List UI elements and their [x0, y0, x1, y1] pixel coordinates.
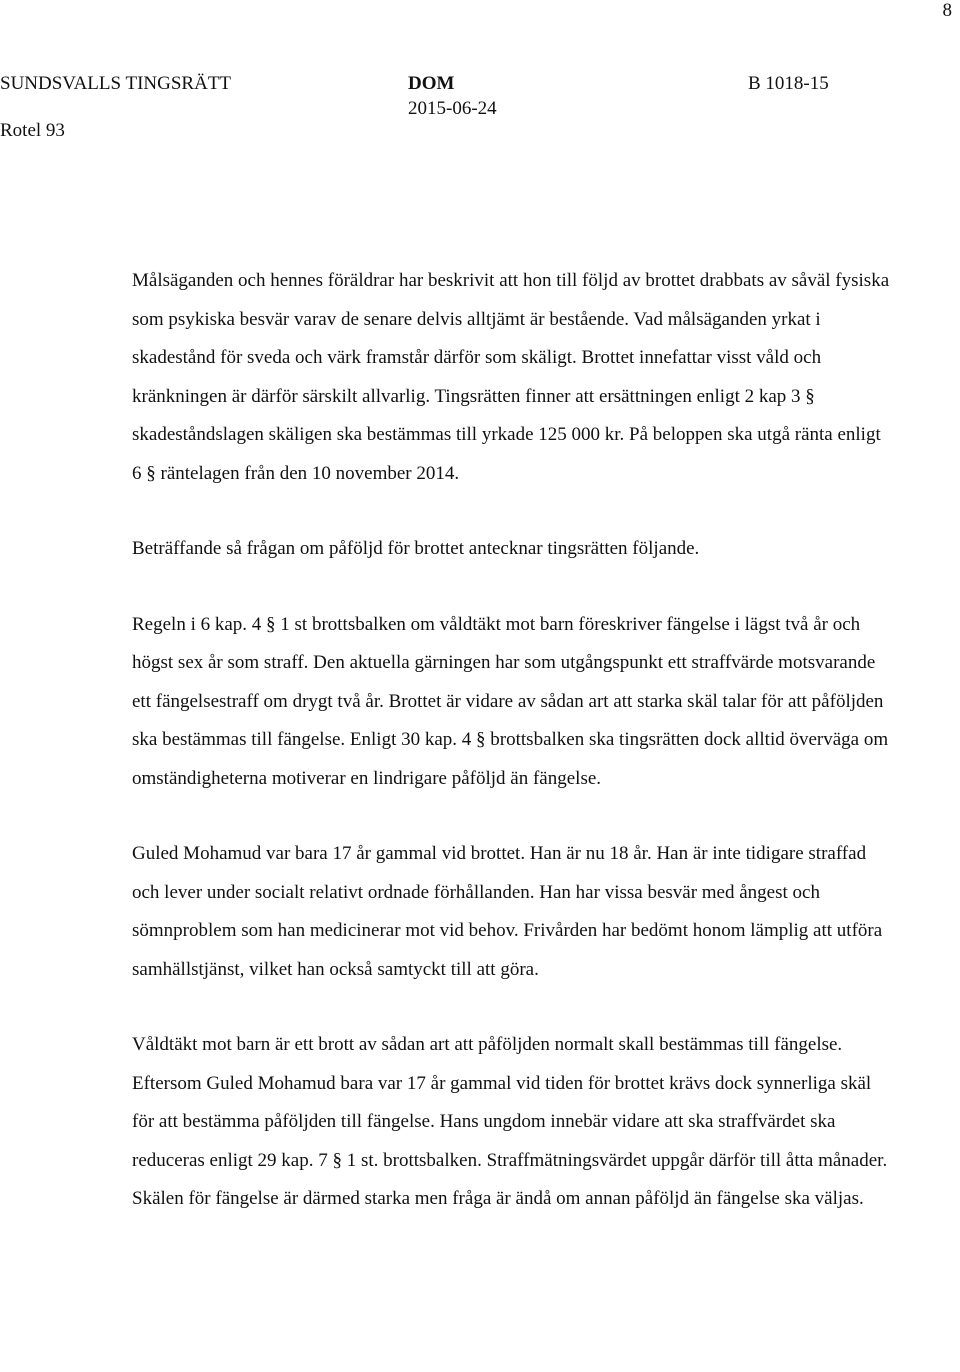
document-body [132, 262, 892, 1256]
paragraph-statute: Regeln i 6 kap. 4 § 1 st brottsbalken om våldtäkt mot barn föreskriver fängelse i lägst två år och högst sex år som straff. Den aktuella gärningen har som utgångspunkt ett straffvärde motsvarande ett fängelsestraff om drygt två år. Brottet är vidare av sådan art att starka skäl talar för att påföljden ska bestämmas till fängelse. Enligt 30 kap. 4 § brottsbalken ska tingsrätten dock alltid överväga om omständigheterna motiverar en lindrigare påföljd än fängelse. [132, 613, 889, 789]
court-name: SUNDSVALLS TINGSRÄTT [0, 73, 232, 94]
document-date: 2015-06-24 [408, 98, 497, 119]
document-type: DOM [408, 73, 455, 94]
case-number: B 1018-15 [748, 73, 829, 94]
paragraph-personal-circumstances: Guled Mohamud var bara 17 år gammal vid brottet. Han är nu 18 år. Han är inte tidigare straffad och lever under socialt relativt ordnade förhållanden. Han har vissa besvär med ångest och sömnproblem som han medicinerar mot vid behov. Frivården har bedömt honom lämplig att utföra samhällstjänst, vilket han också samtyckt till att göra. [132, 843, 883, 980]
court-division: Rotel 93 [0, 120, 65, 141]
paragraph-sanction-intro: Beträffande så frågan om påföljd för brottet antecknar tingsrätten följande. [132, 538, 700, 559]
paragraph-damages: Målsäganden och hennes föräldrar har beskrivit att hon till följd av brottet drabbats av såväl fysiska som psykiska besvär varav de senare delvis alltjämt är bestående. Vad målsäganden yrkat i skadestånd för sveda och värk framstår därför som skäligt. Brottet innefattar visst våld och kränkningen är därför särskilt allvarlig. Tingsrätten finner att ersättningen enligt 2 kap 3 § skadeståndslagen skäligen ska bestämmas till yrkade 125 000 kr. På beloppen ska utgå ränta enligt 6 § räntelagen från den 10 november 2014. [132, 270, 890, 484]
page-number: 8 [942, 0, 952, 21]
paragraph-sanction-assessment: Våldtäkt mot barn är ett brott av sådan art att påföljden normalt skall bestämmas till fängelse. Eftersom Guled Mohamud bara var 17 år gammal vid tiden för brottet krävs dock synnerliga skäl för att bestämma påföljden till fängelse. Hans ungdom innebär vidare att ska straffvärdet ska reduceras enligt 29 kap. 7 § 1 st. brottsbalken. Straffmätningsvärdet uppgår därför till åtta månader. Skälen för fängelse är därmed starka men fråga är ändå om annan påföljd än fängelse ska väljas. [132, 1034, 888, 1209]
